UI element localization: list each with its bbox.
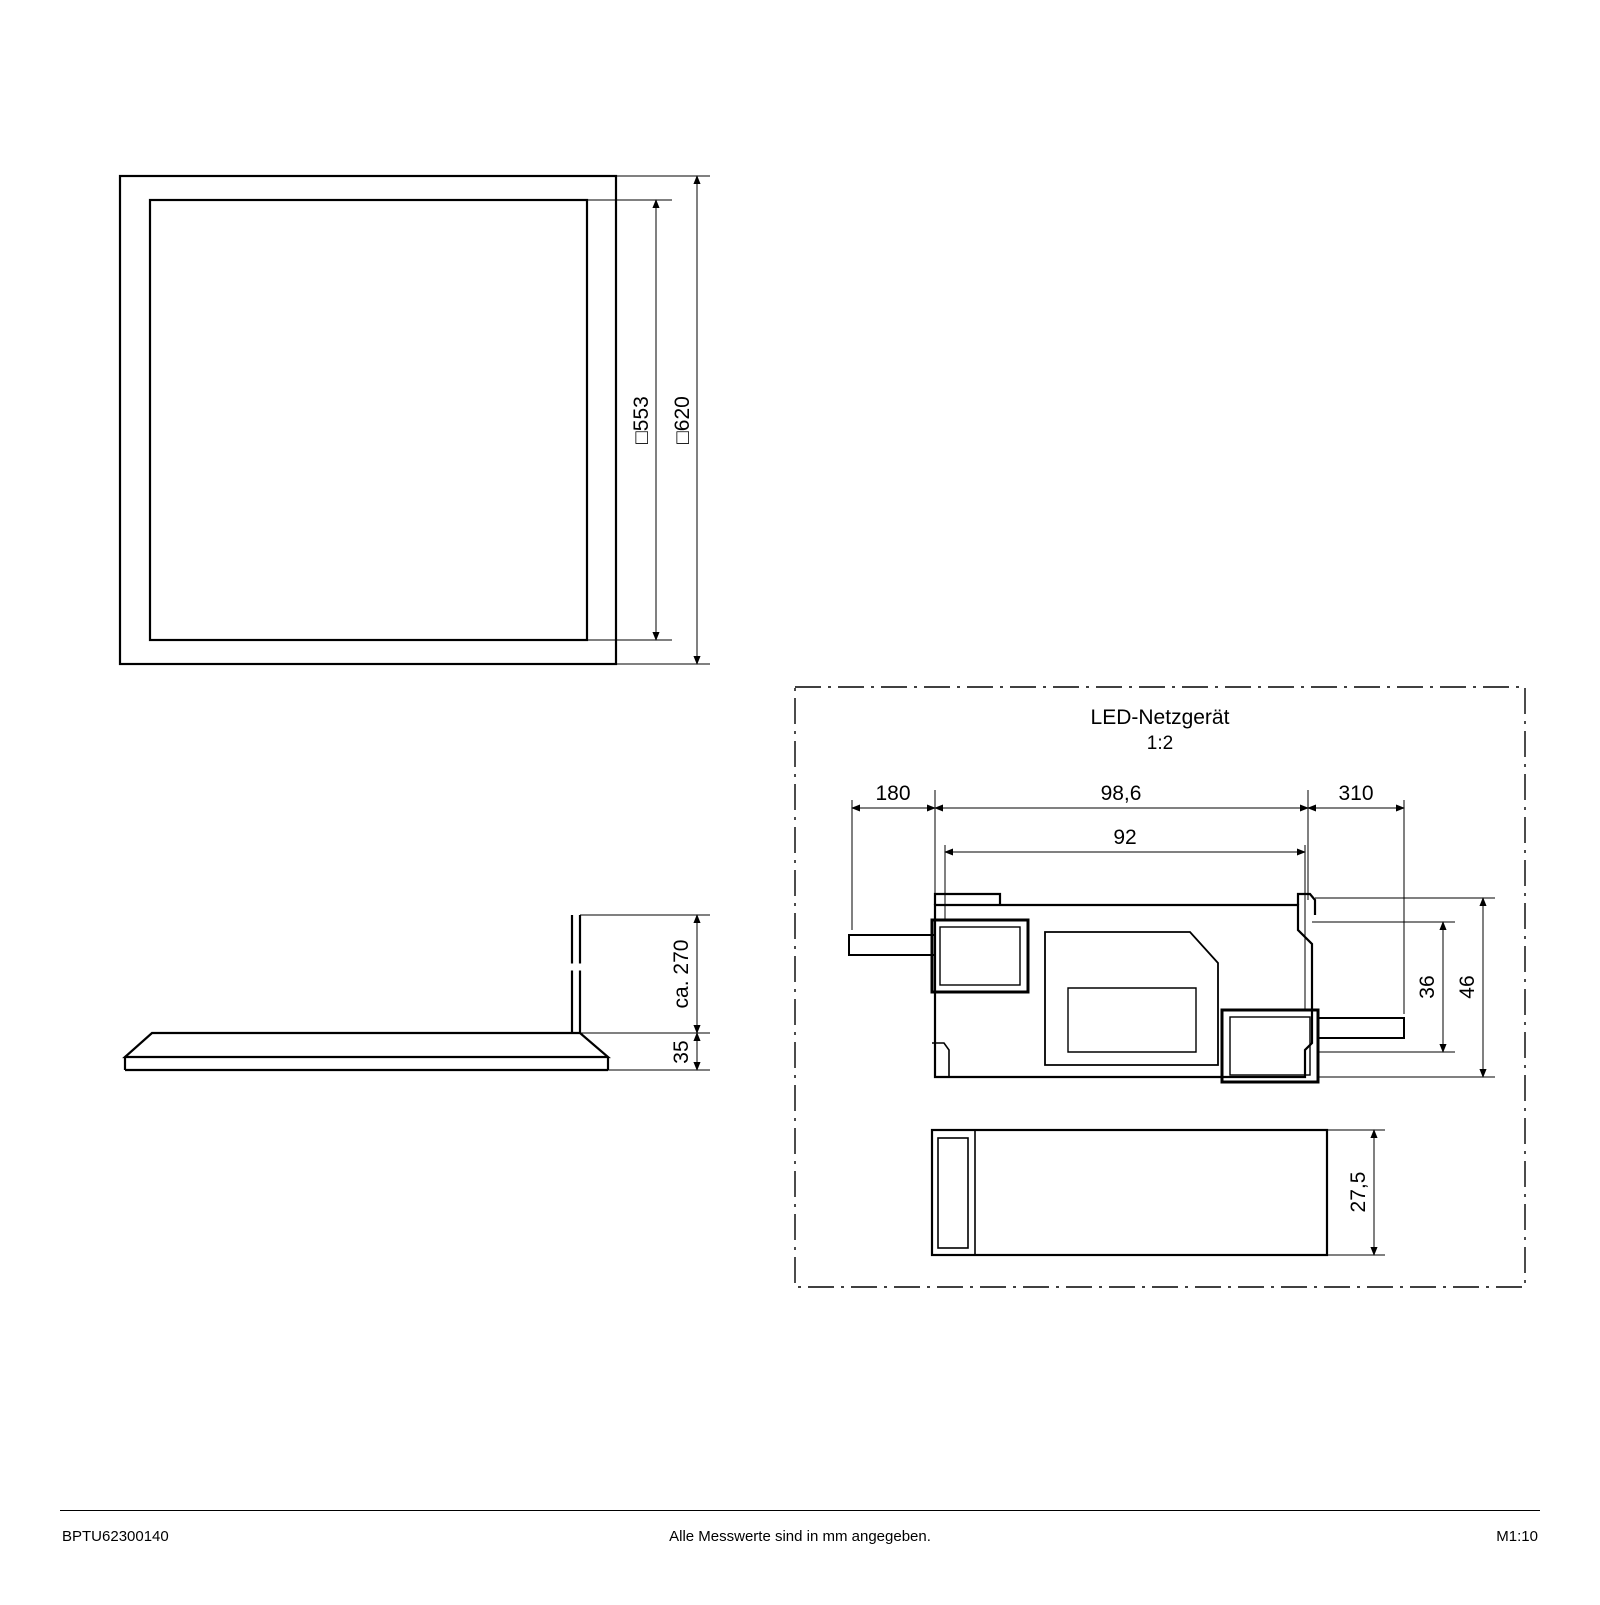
drawing-footer (0, 1510, 1600, 1600)
dimension-180 (852, 782, 935, 808)
dimension-46 (1456, 898, 1483, 1077)
driver-title: LED-Netzgerät (1090, 706, 1230, 729)
driver-side-view (932, 1130, 1327, 1255)
dimension-98-6-label: 98,6 (1100, 782, 1142, 805)
dimension-620 (671, 176, 697, 664)
dimension-553-label: □553 (630, 396, 653, 444)
dimension-180-label: 180 (875, 782, 911, 805)
driver-subtitle: 1:2 (1146, 733, 1174, 754)
dimension-35 (670, 1033, 697, 1070)
dimension-36-label: 36 (1416, 975, 1439, 999)
dimension-98-6 (935, 782, 1308, 808)
dimension-27-5 (1347, 1130, 1374, 1255)
dimension-92 (945, 826, 1305, 852)
dimension-310-label: 310 (1338, 782, 1374, 805)
dimension-ca-270-label: ca. 270 (670, 939, 693, 1009)
measurement-note: Alle Messwerte sind in mm angegeben. (669, 1528, 931, 1545)
dimension-553 (630, 200, 656, 640)
dimension-92-label: 92 (1113, 826, 1137, 849)
side-view-panel (125, 915, 608, 1070)
dimension-620-label: □620 (671, 396, 694, 444)
dimension-35-label: 35 (670, 1040, 693, 1064)
footer-divider (60, 1510, 1540, 1511)
dimension-27-5-label: 27,5 (1347, 1171, 1370, 1213)
dimension-310 (1308, 782, 1404, 808)
drawing-scale: M1:10 (1496, 1528, 1538, 1545)
dimension-36 (1416, 922, 1443, 1052)
dimension-46-label: 46 (1456, 975, 1479, 999)
article-number: BPTU62300140 (62, 1528, 169, 1545)
top-view-panel (120, 176, 616, 664)
dimension-ca-270 (670, 915, 697, 1033)
